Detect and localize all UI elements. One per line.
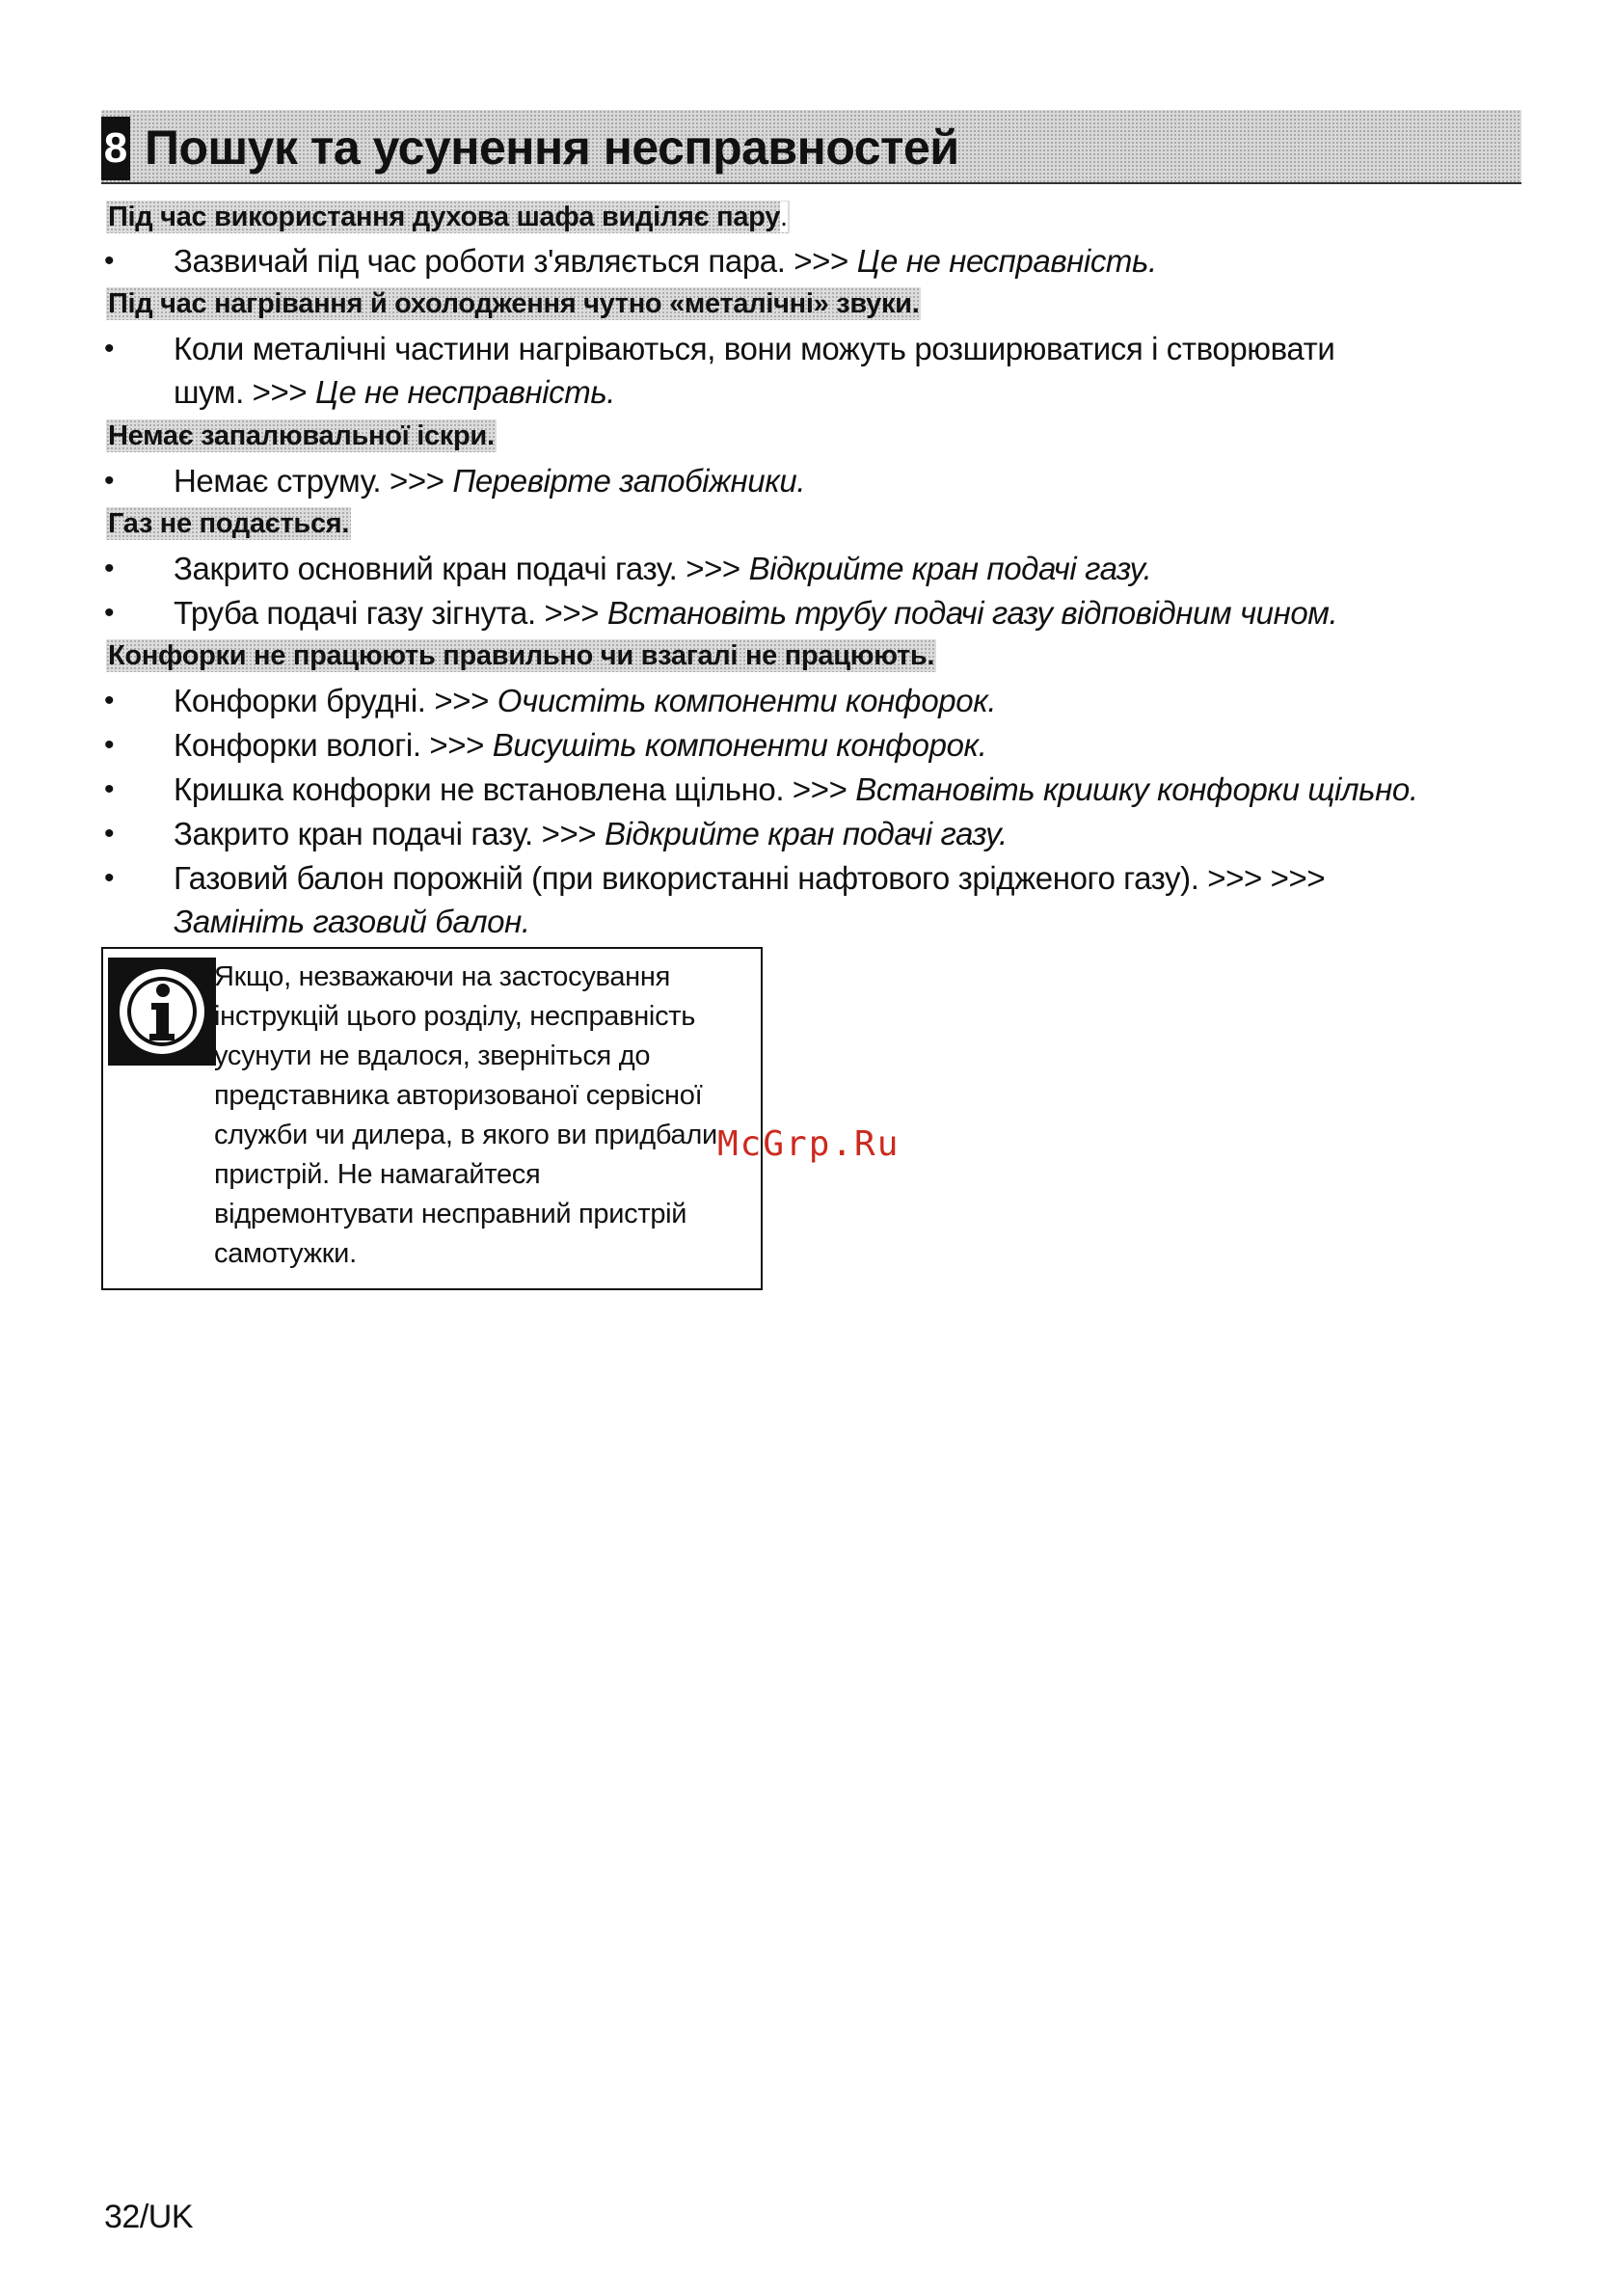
item-action: Замініть газовий балон. xyxy=(174,904,530,939)
item-action: Перевірте запобіжники. xyxy=(452,463,806,499)
chapter-title: Пошук та усунення несправностей xyxy=(145,121,959,175)
bullet-symbol: • xyxy=(104,862,115,894)
item-cause: Коли металічні частини нагріваються, вони можуть розширюватися і створювати xyxy=(174,331,1335,366)
notice-text xyxy=(214,958,754,1274)
notice-line: інструкцій цього розділу, несправність xyxy=(214,1001,696,1032)
item-cause: Кришка конфорки не встановлена щільно. >>> xyxy=(174,771,856,807)
list-item xyxy=(174,856,1446,943)
item-cause: Закрито кран подачі газу. >>> xyxy=(174,816,605,851)
section-heading: Конфорки не працюють правильно чи взагалі не працюють. xyxy=(108,640,935,671)
bullet-symbol: • xyxy=(104,773,115,805)
page-number: 32/UK xyxy=(104,2199,193,2235)
info-icon-graphic xyxy=(108,958,216,1066)
chapter-number: 8 xyxy=(101,117,130,180)
bullet-symbol: • xyxy=(104,465,115,497)
notice-line: служби чи дилера, в якого ви придбали xyxy=(214,1120,717,1150)
item-cause-continued: шум. >>> xyxy=(174,374,316,410)
watermark: McGrp.Ru xyxy=(717,1124,901,1164)
item-cause: Зазвичай під час роботи з'являється пара. >>> xyxy=(174,243,857,279)
section-heading xyxy=(106,201,790,233)
section-heading: Під час нагрівання й охолодження чутно «металічні» звуки. xyxy=(108,288,920,319)
notice-line: представника авторизованої сервісної xyxy=(214,1080,703,1111)
item-cause: Труба подачі газу зігнута. >>> xyxy=(174,595,607,631)
section-heading-suffix: . xyxy=(780,202,788,232)
item-action: Відкрийте кран подачі газу. xyxy=(604,816,1008,851)
item-cause: Конфорки брудні. >>> xyxy=(174,683,498,718)
list-item xyxy=(174,679,1446,722)
bullet-symbol: • xyxy=(104,685,115,716)
item-action: Очистіть компоненти конфорок. xyxy=(497,683,997,718)
list-item xyxy=(174,547,1446,590)
list-item xyxy=(174,459,1446,502)
item-cause: Конфорки вологі. >>> xyxy=(174,727,493,763)
section-heading: Газ не подається. xyxy=(108,508,350,539)
notice-line: пристрій. Не намагайтеся xyxy=(214,1159,541,1190)
item-action: Висушіть компоненти конфорок. xyxy=(492,727,987,763)
bullet-symbol: • xyxy=(104,553,115,584)
bullet-symbol: • xyxy=(104,818,115,850)
notice-line: відремонтувати несправний пристрій xyxy=(214,1199,687,1229)
item-cause: Немає струму. >>> xyxy=(174,463,453,499)
notice-line: Якщо, незважаючи на застосування xyxy=(214,961,670,992)
list-item xyxy=(174,768,1446,811)
info-icon xyxy=(108,958,216,1066)
item-cause: Закрито основний кран подачі газу. >>> xyxy=(174,551,749,586)
bullet-symbol: • xyxy=(104,597,115,629)
bullet-symbol: • xyxy=(104,245,115,277)
list-item xyxy=(174,591,1446,635)
section-heading: Немає запалювальної іскри. xyxy=(108,420,495,451)
item-action: Встановіть трубу подачі газу відповідним чином. xyxy=(606,595,1338,631)
notice-line: усунути не вдалося, зверніться до xyxy=(214,1040,651,1071)
notice-line: самотужки. xyxy=(214,1238,357,1269)
item-action: Встановіть кришку конфорки щільно. xyxy=(855,771,1418,807)
list-item xyxy=(174,327,1446,414)
item-cause: Газовий балон порожній (при використанні нафтового зрідженого газу). >>> >>> xyxy=(174,860,1326,896)
list-item xyxy=(174,812,1446,855)
section-heading-text: Під час використання духова шафа виділяє пару xyxy=(108,202,781,232)
item-action: Відкрийте кран подачі газу. xyxy=(748,551,1152,586)
bullet-symbol: • xyxy=(104,333,115,365)
item-action: Це не несправність. xyxy=(856,243,1157,279)
bullet-symbol: • xyxy=(104,729,115,761)
list-item xyxy=(174,239,1446,283)
item-action: Це не несправність. xyxy=(315,374,616,410)
list-item xyxy=(174,723,1446,767)
